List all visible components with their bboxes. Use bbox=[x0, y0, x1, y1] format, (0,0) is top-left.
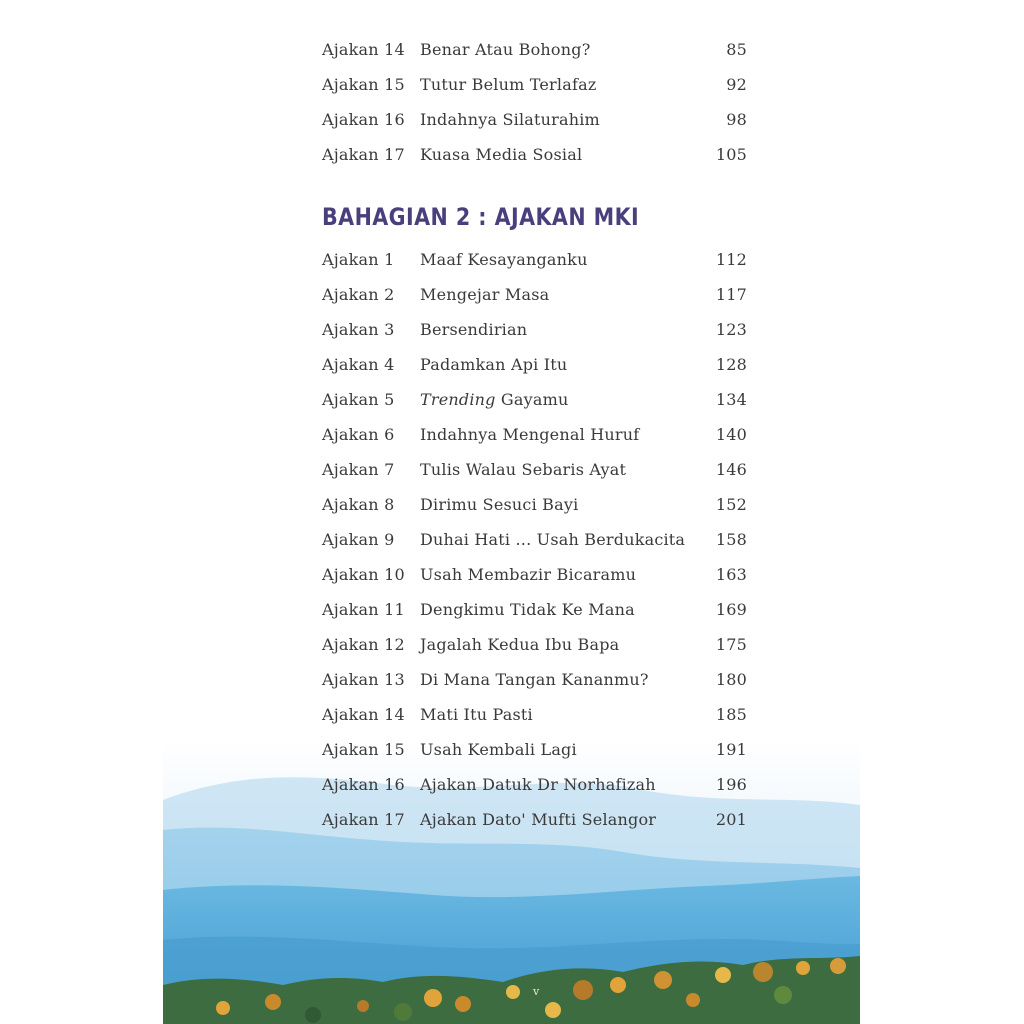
toc-entry[interactable] bbox=[322, 40, 752, 66]
entry-label: Ajakan 12 bbox=[322, 635, 405, 654]
toc-entry[interactable] bbox=[322, 740, 752, 766]
entry-page-number: 134 bbox=[715, 390, 747, 409]
entry-label: Ajakan 14 bbox=[322, 705, 405, 724]
entry-page-number: 92 bbox=[726, 75, 747, 94]
entry-title: Mati Itu Pasti bbox=[420, 705, 533, 724]
entry-page-number: 163 bbox=[715, 565, 747, 584]
entry-title: Indahnya Silaturahim bbox=[420, 110, 600, 129]
entry-title: Kuasa Media Sosial bbox=[420, 145, 583, 164]
entry-page-number: 152 bbox=[715, 495, 747, 514]
toc-entry[interactable] bbox=[322, 775, 752, 801]
entry-label: Ajakan 3 bbox=[322, 320, 395, 339]
entry-label: Ajakan 9 bbox=[322, 530, 395, 549]
toc-entry[interactable] bbox=[322, 565, 752, 591]
entry-title: Indahnya Mengenal Huruf bbox=[420, 425, 640, 444]
entry-label: Ajakan 8 bbox=[322, 495, 395, 514]
toc-entry[interactable] bbox=[322, 425, 752, 451]
entry-title: Padamkan Api Itu bbox=[420, 355, 568, 374]
toc-entry[interactable] bbox=[322, 145, 752, 171]
toc-entry[interactable] bbox=[322, 670, 752, 696]
entry-label: Ajakan 15 bbox=[322, 740, 405, 759]
entry-title: Usah Membazir Bicaramu bbox=[420, 565, 637, 584]
entry-page-number: 191 bbox=[715, 740, 747, 759]
entry-title-rest: Gayamu bbox=[495, 390, 569, 409]
toc-entry[interactable] bbox=[322, 75, 752, 101]
entry-page-number: 196 bbox=[715, 775, 747, 794]
entry-title: Di Mana Tangan Kananmu? bbox=[420, 670, 649, 689]
entry-page-number: 175 bbox=[715, 635, 747, 654]
entry-label: Ajakan 16 bbox=[322, 775, 405, 794]
toc-entry[interactable] bbox=[322, 110, 752, 136]
entry-title: Bersendirian bbox=[420, 320, 528, 339]
entry-page-number: 98 bbox=[726, 110, 747, 129]
entry-title: Mengejar Masa bbox=[420, 285, 550, 304]
entry-title: Dirimu Sesuci Bayi bbox=[420, 495, 579, 514]
entry-label: Ajakan 13 bbox=[322, 670, 405, 689]
toc-entry[interactable] bbox=[322, 320, 752, 346]
entry-label: Ajakan 10 bbox=[322, 565, 405, 584]
entry-page-number: 112 bbox=[715, 250, 747, 269]
toc-entry[interactable] bbox=[322, 635, 752, 661]
entry-page-number: 128 bbox=[715, 355, 747, 374]
entry-label: Ajakan 15 bbox=[322, 75, 405, 94]
entry-page-number: 180 bbox=[715, 670, 747, 689]
entry-title-italic: Trending bbox=[420, 390, 496, 409]
entry-page-number: 140 bbox=[715, 425, 747, 444]
entry-label: Ajakan 1 bbox=[322, 250, 395, 269]
entry-title: Jagalah Kedua Ibu Bapa bbox=[420, 635, 620, 654]
entry-title: Usah Kembali Lagi bbox=[420, 740, 577, 759]
entry-label: Ajakan 2 bbox=[322, 285, 395, 304]
toc-entry[interactable] bbox=[322, 705, 752, 731]
toc-entry[interactable] bbox=[322, 460, 752, 486]
book-page bbox=[163, 0, 860, 1024]
entry-title: Tulis Walau Sebaris Ayat bbox=[420, 460, 627, 479]
entry-title: Ajakan Dato' Mufti Selangor bbox=[420, 810, 657, 829]
section-heading: BAHAGIAN 2 : AJAKAN MKI bbox=[322, 203, 640, 231]
entry-label: Ajakan 6 bbox=[322, 425, 395, 444]
toc-entry[interactable] bbox=[322, 600, 752, 626]
entry-page-number: 105 bbox=[715, 145, 747, 164]
entry-label: Ajakan 11 bbox=[322, 600, 405, 619]
table-of-contents bbox=[163, 0, 860, 1024]
entry-label: Ajakan 5 bbox=[322, 390, 395, 409]
entry-page-number: 117 bbox=[715, 285, 747, 304]
toc-entry[interactable] bbox=[322, 495, 752, 521]
entry-label: Ajakan 7 bbox=[322, 460, 395, 479]
entry-label: Ajakan 4 bbox=[322, 355, 395, 374]
entry-title: Benar Atau Bohong? bbox=[420, 40, 591, 59]
entry-title bbox=[420, 390, 568, 409]
entry-title: Duhai Hati ... Usah Berdukacita bbox=[420, 530, 686, 549]
entry-label: Ajakan 16 bbox=[322, 110, 405, 129]
entry-page-number: 123 bbox=[715, 320, 747, 339]
entry-page-number: 158 bbox=[715, 530, 747, 549]
entry-label: Ajakan 17 bbox=[322, 810, 405, 829]
entry-title: Maaf Kesayanganku bbox=[420, 250, 588, 269]
entry-label: Ajakan 17 bbox=[322, 145, 405, 164]
toc-entry[interactable] bbox=[322, 390, 752, 416]
entry-page-number: 201 bbox=[715, 810, 747, 829]
entry-title: Ajakan Datuk Dr Norhafizah bbox=[420, 775, 656, 794]
toc-entry[interactable] bbox=[322, 810, 752, 836]
toc-entry[interactable] bbox=[322, 285, 752, 311]
entry-label: Ajakan 14 bbox=[322, 40, 405, 59]
entry-page-number: 169 bbox=[715, 600, 747, 619]
entry-title: Tutur Belum Terlafaz bbox=[420, 75, 597, 94]
toc-entry[interactable] bbox=[322, 250, 752, 276]
toc-entry[interactable] bbox=[322, 530, 752, 556]
entry-page-number: 185 bbox=[715, 705, 747, 724]
toc-entry[interactable] bbox=[322, 355, 752, 381]
entry-page-number: 146 bbox=[715, 460, 747, 479]
entry-page-number: 85 bbox=[726, 40, 747, 59]
entry-title: Dengkimu Tidak Ke Mana bbox=[420, 600, 635, 619]
page-number: v bbox=[533, 985, 540, 998]
